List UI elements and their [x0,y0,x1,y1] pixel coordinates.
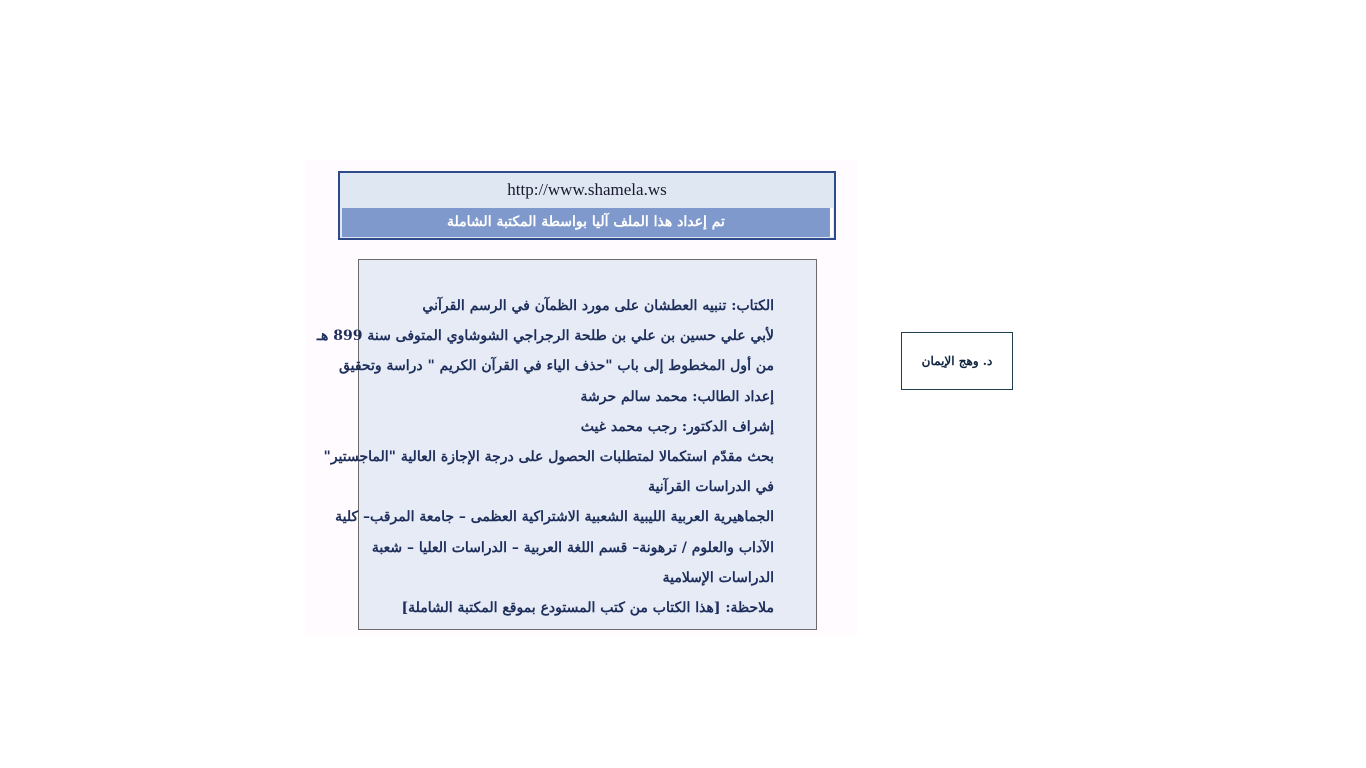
auto-generated-note: تم إعداد هذا الملف آليا بواسطة المكتبة الشاملة [342,208,833,237]
side-label-text: د. وهج الإيمان [921,354,993,368]
website-url[interactable]: http://www.shamela.ws [507,180,667,199]
student-line: إعداد الطالب: محمد سالم حرشة [580,388,774,405]
header-box [338,171,836,240]
author-line: لأبي علي حسين بن علي بن طلحة الرجراجي الشوشاوي المتوفى سنة 899 هـ [316,328,774,345]
institution-line-2: الآداب والعلوم / ترهونة– قسم اللغة العربية – الدراسات العليا – شعبة [371,539,774,556]
book-info-lines [316,291,774,623]
field-line: في الدراسات القرآنية [648,479,774,496]
book-info-box [316,259,817,630]
book-title-line: الكتاب: تنبيه العطشان على مورد الظمآن في الرسم القرآني [422,298,774,314]
institution-line-1: الجماهيرية العربية الليبية الشعبية الاشتراكية العظمى – جامعة المرقب– كلية [335,509,774,526]
thesis-line: بحث مقدّم استكمالا لمتطلبات الحصول على درجة الإجازة العالية "الماجستير" [323,448,774,465]
scope-line: من أول المخطوط إلى باب "حذف الياء في القرآن الكريم " دراسة وتحقيق [338,358,774,375]
institution-line-3: الدراسات الإسلامية [662,569,774,586]
note-line: ملاحظة: [هذا الكتاب من كتب المستودع بموقع المكتبة الشاملة] [401,599,774,616]
side-label-box [901,332,1013,390]
supervisor-line: إشراف الدكتور: رجب محمد غيث [580,418,774,435]
